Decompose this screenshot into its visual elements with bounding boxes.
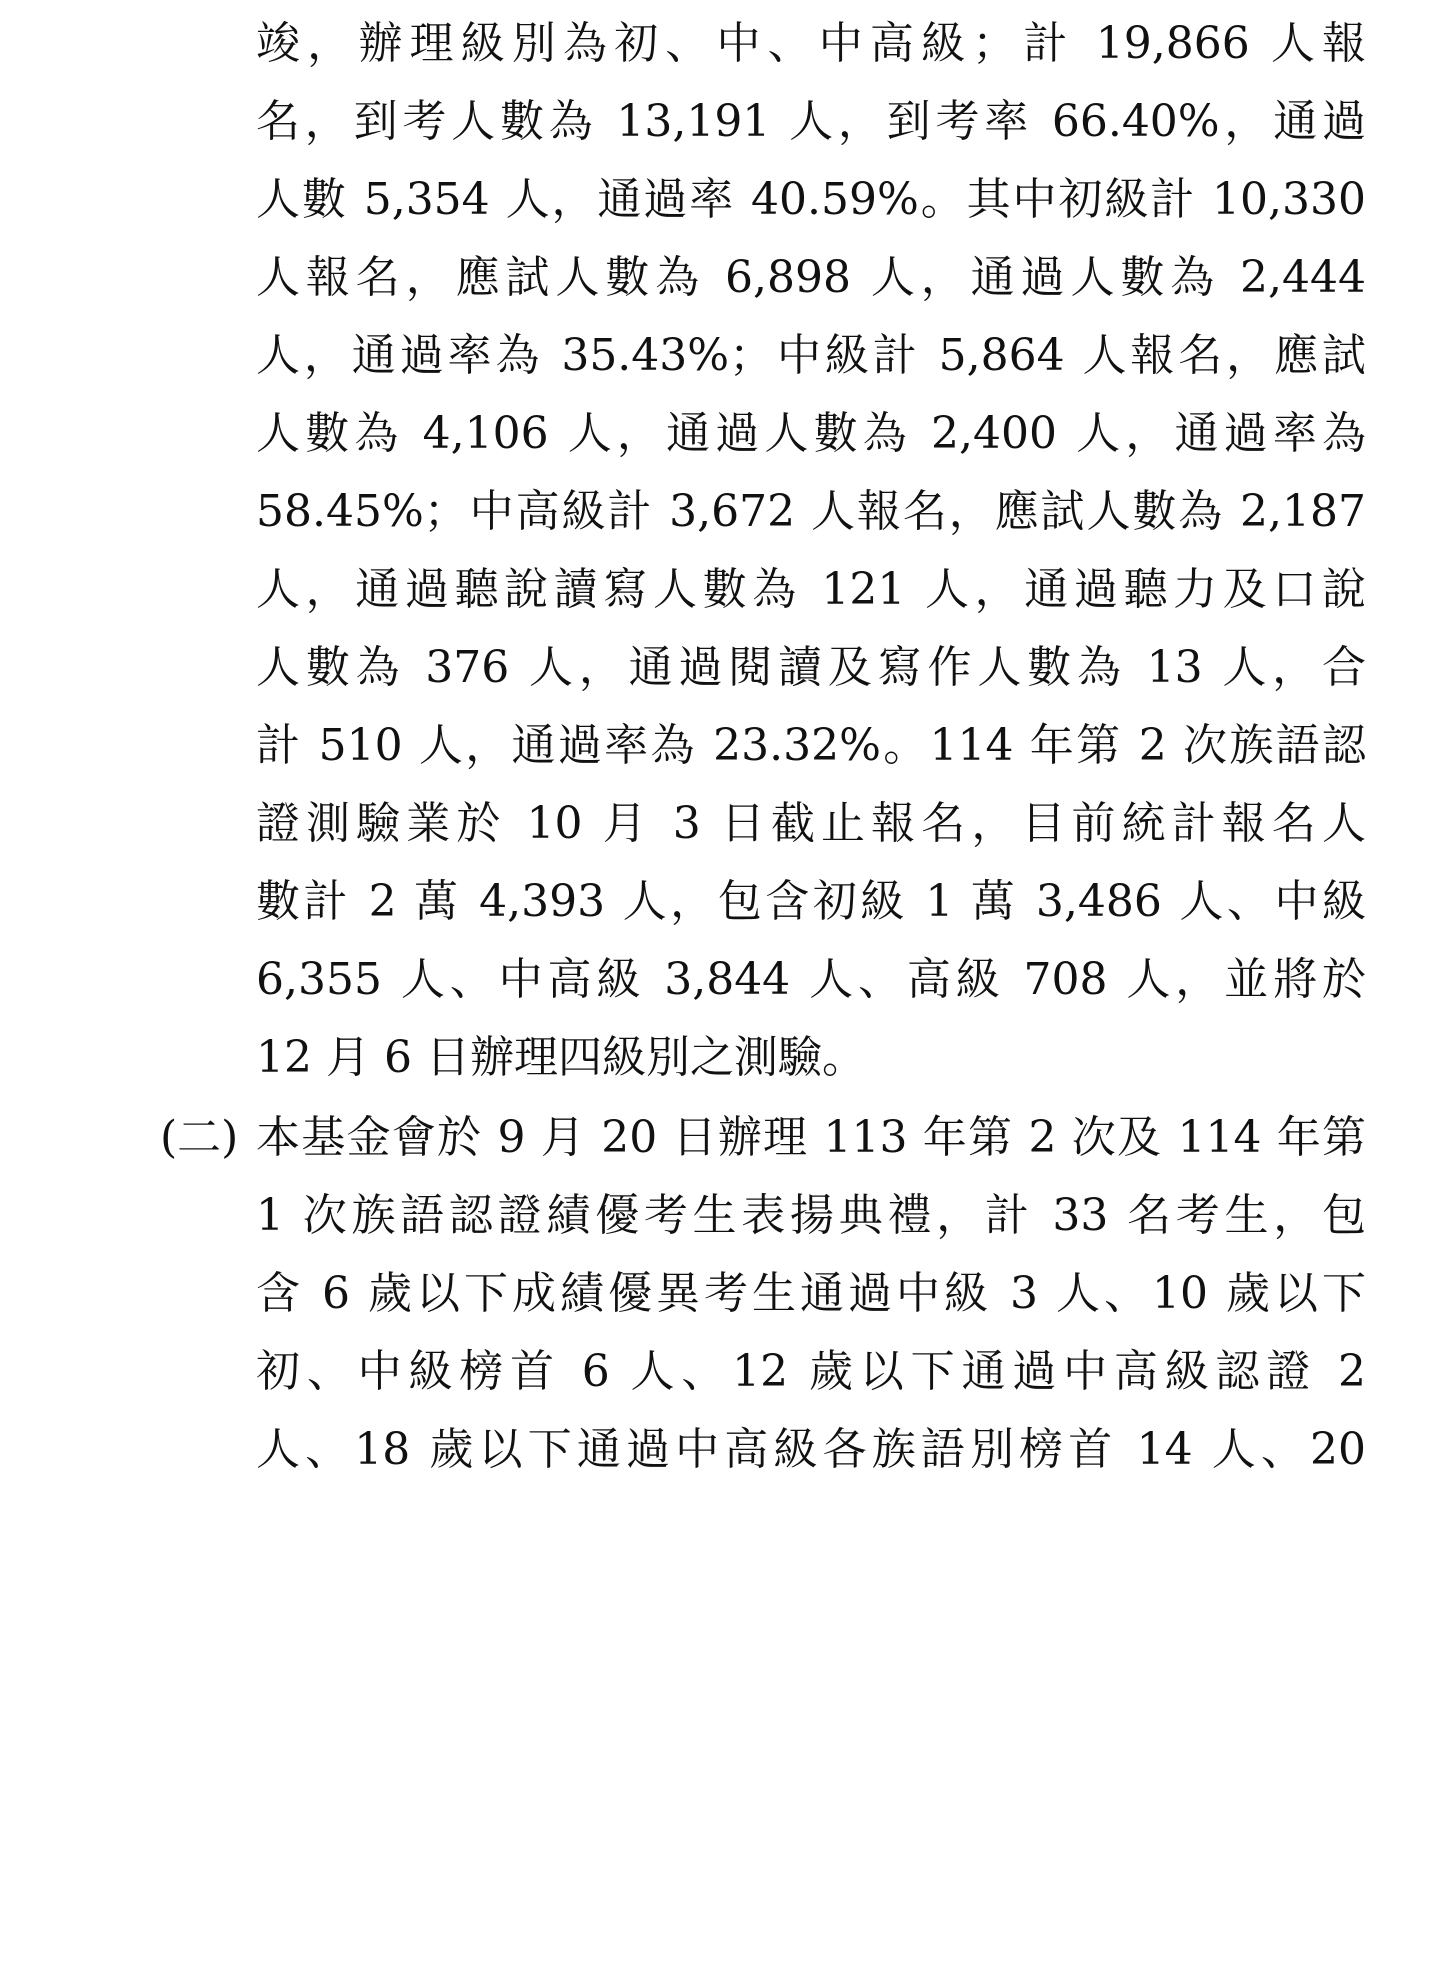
section-line: 含 6 歲以下成績優異考生通過中級 3 人、10 歲以下 xyxy=(256,1268,1366,1319)
paragraph-line: 6,355 人、中高級 3,844 人、高級 708 人，並將於 xyxy=(256,954,1366,1005)
paragraph-line: 計 510 人，通過率為 23.32%。114 年第 2 次族語認 xyxy=(256,720,1366,771)
section-line: 本基金會於 9 月 20 日辦理 113 年第 2 次及 114 年第 xyxy=(256,1112,1366,1163)
paragraph-line: 人數 5,354 人，通過率 40.59%。其中初級計 10,330 xyxy=(256,174,1366,225)
paragraph-line: 12 月 6 日辦理四級別之測驗。 xyxy=(256,1032,866,1083)
section-line: 人、18 歲以下通過中高級各族語別榜首 14 人、20 xyxy=(256,1424,1366,1475)
paragraph-line: 人數為 376 人，通過閱讀及寫作人數為 13 人，合 xyxy=(256,642,1366,693)
section-line: 1 次族語認證績優考生表揚典禮，計 33 名考生，包 xyxy=(256,1190,1366,1241)
paragraph-line: 人報名，應試人數為 6,898 人，通過人數為 2,444 xyxy=(256,252,1366,303)
section-marker: (二) xyxy=(160,1112,239,1163)
paragraph-line: 竣，辦理級別為初、中、中高級；計 19,866 人報 xyxy=(256,18,1366,69)
paragraph-line: 人，通過聽說讀寫人數為 121 人，通過聽力及口說 xyxy=(256,564,1366,615)
paragraph-line: 名，到考人數為 13,191 人，到考率 66.40%，通過 xyxy=(256,96,1366,147)
paragraph-line: 人數為 4,106 人，通過人數為 2,400 人，通過率為 xyxy=(256,408,1366,459)
paragraph-line: 證測驗業於 10 月 3 日截止報名，目前統計報名人 xyxy=(256,798,1366,849)
paragraph-line: 人，通過率為 35.43%；中級計 5,864 人報名，應試 xyxy=(256,330,1366,381)
paragraph-line: 58.45%；中高級計 3,672 人報名，應試人數為 2,187 xyxy=(256,486,1366,537)
section-line: 初、中級榜首 6 人、12 歲以下通過中高級認證 2 xyxy=(256,1346,1366,1397)
paragraph-line: 數計 2 萬 4,393 人，包含初級 1 萬 3,486 人、中級 xyxy=(256,876,1366,927)
